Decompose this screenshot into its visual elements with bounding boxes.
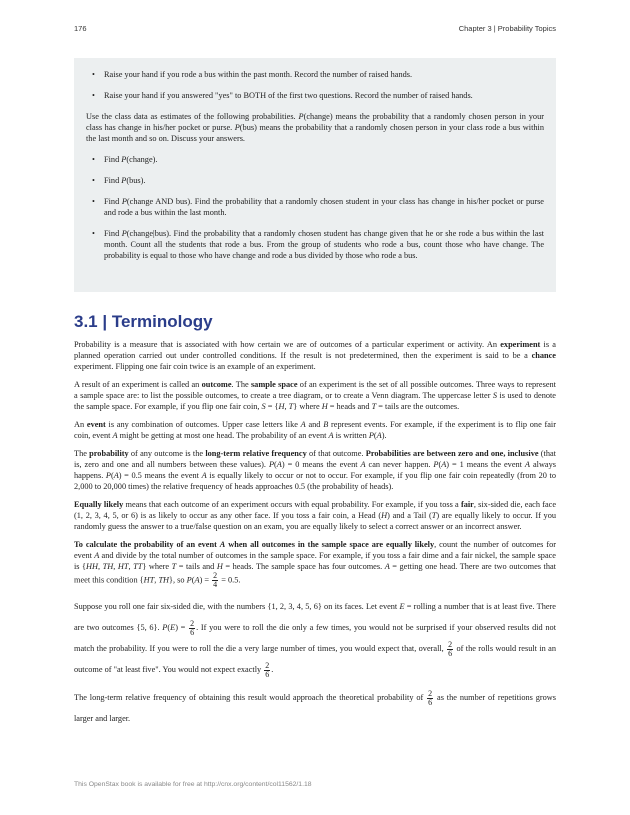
list-item: • Find P(change AND bus). Find the probability that a randomly chosen student in your class has change in his/her pocket or purse and rode a bus within the last month.: [92, 197, 544, 217]
activity-box: [74, 58, 556, 292]
paragraph: To calculate the probability of an event A when all outcomes in the sample space are equally likely, count the number of outcomes for event A and divide by the total number of outcomes in the sample space. For example, if you toss a fair dime and a fair nickel, the sample space is {HH, TH, HT, TT} where T = tails and H = heads. The sample space has four outcomes. A = getting one head. There are two outcomes that meet this condition {HT, TH}, so P(A) = $\frac{2}{4}$ = 0.5.: [74, 540, 556, 589]
list-item: • Find P(change).: [92, 155, 158, 164]
page-footer: This OpenStax book is available for free at http://cnx.org/content/col11562/1.18: [74, 781, 312, 788]
paragraph: A result of an experiment is called an outcome. The sample space of an experiment is the set of all possible outcomes. Three ways to represent a sample space are: to list the possible outcomes, to create a tree diagram, or to create a Venn diagram. The uppercase letter S is used to denote the sample space. For example, if you flip one fair coin, S = {H, T} where H = heads and T = tails are the outcomes.: [74, 380, 556, 411]
paragraph: The probability of any outcome is the long-term relative frequency of that outcome. Probabilities are between zero and one, inclusive (that is, zero and one and all numbers between these values). P(A) = 0 means the event A can never happen. P(A) = 1 means the event A always happens. P(A) = 0.5 means the event A is equally likely to occur or not to occur. For example, if you flip one fair coin repeatedly (from 20 to 2,000 to 20,000 times) the relative frequency of heads approaches 0.5 (the probability of heads).: [74, 449, 556, 491]
paragraph: The long-term relative frequency of obtaining this result would approach the theoretical probability of $\frac{2}{6}$ as the number of repetitions grows larger and larger.: [74, 688, 556, 723]
chapter-title: Chapter 3 | Probability Topics: [458, 24, 556, 33]
list-item: • Raise your hand if you answered "yes" to BOTH of the first two questions. Record the number of raised hands.: [92, 91, 473, 100]
list-item: • Raise your hand if you rode a bus within the past month. Record the number of raised hands.: [92, 70, 413, 79]
box-paragraph: Use the class data as estimates of the following probabilities. P(change) means the probability that a randomly chosen person in your class has change in his/her pocket or purse. P(bus) means the probability that a randomly chosen person in your class rode a bus within the last month and so on. Discuss your answers.: [86, 112, 544, 143]
section-heading: 3.1 | Terminology: [74, 312, 213, 331]
page-number: 176: [74, 24, 87, 33]
paragraph: An event is any combination of outcomes. Upper case letters like A and B represent events. For example, if the experiment is to flip one fair coin, event A might be getting at most one head. The probability of an event A is written P(A).: [74, 420, 556, 440]
fraction: $\frac{2}{6}$: [428, 688, 433, 707]
list-item: • Find P(bus).: [92, 176, 146, 185]
fraction: $\frac{2}{6}$: [190, 618, 195, 637]
page-header: [74, 24, 556, 38]
fraction: $\frac{2}{6}$: [448, 639, 453, 658]
main-text: [74, 339, 556, 736]
paragraph: Equally likely means that each outcome of an experiment occurs with equal probability. For example, if you toss a fair, six-sided die, each face (1, 2, 3, 4, 5, or 6) is as likely to occur as any other face. If you toss a fair coin, a Head (H) and a Tail (T) are equally likely to occur. If you randomly guess the answer to a true/false question on an exam, you are equally likely to select a correct answer or an incorrect answer.: [74, 500, 556, 531]
list-item: • Find P(change|bus). Find the probability that a randomly chosen student has change given that he or she rode a bus within the last month. Count all the students that rode a bus. From the group of students who rode a bus, count those who have change. The probability is equal to those who have change and rode a bus divided by those who rode a bus.: [92, 229, 544, 260]
fraction: $\frac{2}{6}$: [265, 660, 270, 679]
fraction: $\frac{2}{4}$: [213, 571, 218, 589]
paragraph: Suppose you roll one fair six-sided die, with the numbers {1, 2, 3, 4, 5, 6} on its faces. Let event E = rolling a number that is at least five. There are two outcomes {5, 6}. P(E) = $\frac{2}{6}$ . If you were to roll the die only a few times, you would not be surprised if your observed results did not match the probability. If you were to roll the die a very large number of times, you would expect that, overall, $\frac{2}{6}$ of the rolls would result in an outcome of "at least five". You would not expect exactly $\frac{2}{6}$ .: [74, 602, 557, 679]
paragraph: Probability is a measure that is associated with how certain we are of outcomes of a particular experiment or activity. An experiment is a planned operation carried out under controlled conditions. If the result is not predetermined, then the experiment is said to be a chance experiment. Flipping one fair coin twice is an example of an experiment.: [74, 340, 556, 371]
